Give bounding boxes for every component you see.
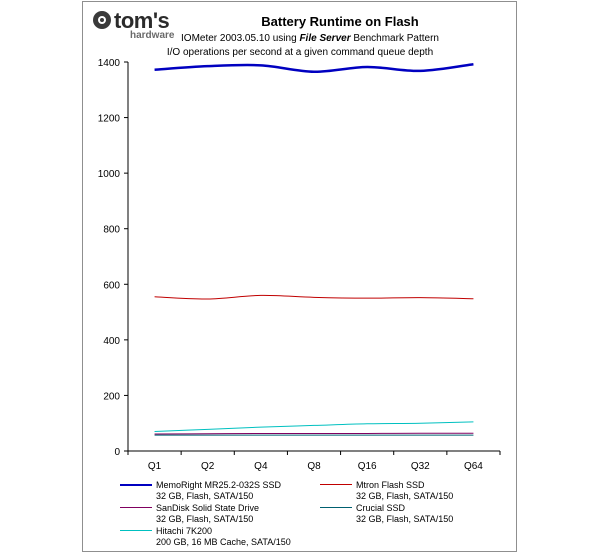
- series-line-2: [155, 433, 474, 434]
- x-tick-label: Q4: [254, 461, 268, 472]
- legend-label: SanDisk Solid State Drive: [156, 503, 260, 513]
- x-tick-label: Q16: [357, 461, 377, 472]
- y-tick-label: 1000: [97, 169, 120, 181]
- legend-swatch: [320, 484, 352, 485]
- y-tick-label: 600: [103, 280, 120, 292]
- legend-swatch: [320, 507, 352, 508]
- legend-swatch: [120, 484, 152, 486]
- legend-swatch: [120, 507, 152, 508]
- logo-main-text: tom's: [114, 8, 170, 33]
- logo-sub-text: hardware: [130, 30, 175, 41]
- legend-detail: 200 GB, 16 MB Cache, SATA/150: [156, 537, 291, 547]
- series-line-0: [155, 64, 474, 72]
- chart-title: Battery Runtime on Flash: [261, 14, 419, 29]
- x-tick-label: Q1: [147, 461, 162, 472]
- y-tick-label: 0: [114, 447, 120, 458]
- y-tick-label: 400: [103, 335, 120, 347]
- legend-label: Mtron Flash SSD: [356, 480, 425, 490]
- legend-detail: 32 GB, Flash, SATA/150: [156, 491, 254, 501]
- legend-swatch: [120, 530, 152, 531]
- legend-detail: 32 GB, Flash, SATA/150: [156, 514, 254, 524]
- legend-detail: 32 GB, Flash, SATA/150: [356, 514, 454, 524]
- x-tick-label: Q8: [307, 461, 321, 472]
- y-tick-label: 800: [103, 224, 120, 236]
- legend-label: Hitachi 7K200: [156, 526, 213, 536]
- x-tick-label: Q2: [201, 461, 215, 472]
- series-line-1: [155, 295, 474, 299]
- series-line-4: [155, 422, 474, 432]
- subtitle-prefix: IOMeter 2003.05.10 using: [181, 33, 300, 44]
- x-tick-label: Q64: [463, 461, 483, 472]
- legend-label: MemoRight MR25.2-032S SSD: [156, 480, 282, 490]
- subtitle-suffix: Benchmark Pattern: [350, 33, 439, 44]
- chart-subtitle-2: I/O operations per second at a given command queue depth: [166, 47, 434, 58]
- y-tick-label: 200: [103, 391, 120, 403]
- y-tick-label: 1200: [97, 113, 120, 125]
- legend-detail: 32 GB, Flash, SATA/150: [356, 491, 454, 501]
- subtitle-emphasis: File Server: [299, 33, 351, 44]
- x-tick-label: Q32: [410, 461, 430, 472]
- y-tick-label: 1400: [97, 58, 120, 69]
- legend-label: Crucial SSD: [356, 503, 406, 513]
